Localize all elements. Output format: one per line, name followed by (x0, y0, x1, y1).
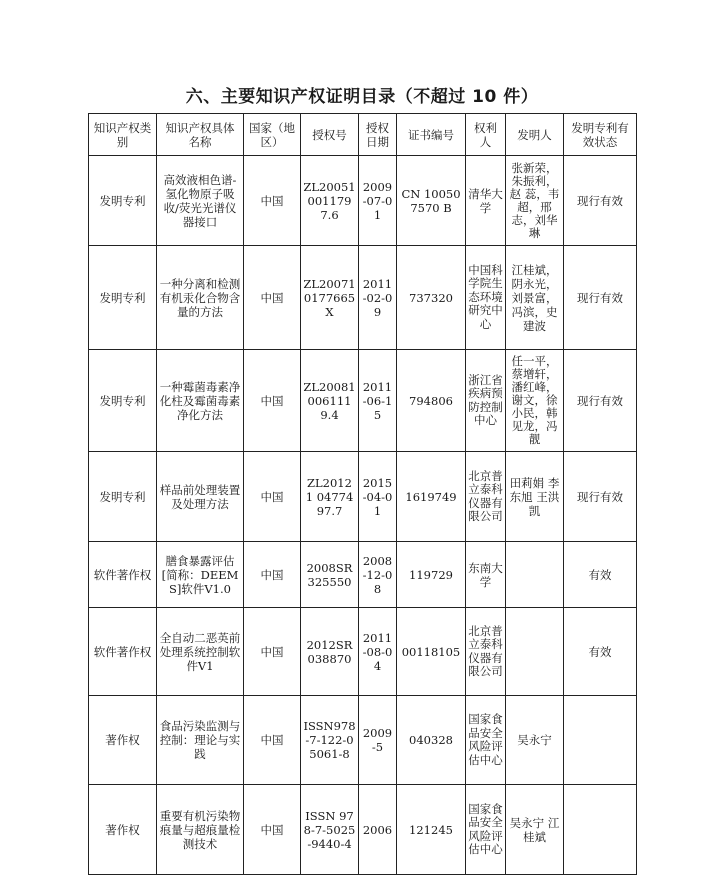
header-row (89, 114, 637, 156)
cell-auth-date: 2008-12-08 (359, 542, 397, 608)
cell-name: 膳食暴露评估[简称：DEEMS]软件V1.0 (157, 542, 244, 608)
cell-country: 中国 (244, 452, 301, 542)
cell-country: 中国 (244, 246, 301, 350)
cell-inventors: 田莉娟 李东旭 王洪凯 (506, 452, 564, 542)
cell-auth-no: 2008SR325550 (301, 542, 359, 608)
cell-status: 现行有效 (564, 156, 637, 246)
cell-cert-no: 1619749 (397, 452, 466, 542)
cell-category: 发明专利 (89, 350, 157, 452)
col-header-inventors: 发明人 (506, 114, 564, 156)
cell-category: 发明专利 (89, 156, 157, 246)
cell-auth-date: 2015-04-01 (359, 452, 397, 542)
cell-auth-no: ZL200810061119.4 (301, 350, 359, 452)
cell-country: 中国 (244, 785, 301, 875)
table-row (89, 452, 637, 542)
cell-auth-no: ZL200510011797.6 (301, 156, 359, 246)
table-row (89, 542, 637, 608)
cell-status: 有效 (564, 542, 637, 608)
table-row (89, 608, 637, 696)
cell-auth-date: 2006 (359, 785, 397, 875)
cell-inventors (506, 542, 564, 608)
col-header-category: 知识产权类别 (89, 114, 157, 156)
cell-cert-no: CN 100507570 B (397, 156, 466, 246)
cell-country: 中国 (244, 542, 301, 608)
cell-country: 中国 (244, 350, 301, 452)
cell-name: 一种分离和检测有机汞化合物含量的方法 (157, 246, 244, 350)
cell-inventors: 吴永宁 江桂斌 (506, 785, 564, 875)
table-row (89, 350, 637, 452)
cell-inventors (506, 608, 564, 696)
cell-name: 一种霉菌毒素净化柱及霉菌毒素净化方法 (157, 350, 244, 452)
cell-status (564, 785, 637, 875)
cell-name: 样品前处理装置及处理方法 (157, 452, 244, 542)
cell-auth-no: ISSN978-7-122-05061-8 (301, 696, 359, 785)
col-header-auth-date: 授权日期 (359, 114, 397, 156)
cell-inventors: 张新荣，朱振利，赵 蕊，韦 超，邢 志，刘华琳 (506, 156, 564, 246)
cell-country: 中国 (244, 156, 301, 246)
cell-cert-no: 794806 (397, 350, 466, 452)
col-header-status: 发明专利有效状态 (564, 114, 637, 156)
cell-inventors: 任一平，蔡增轩，潘红峰，谢文，徐小民，韩见龙，冯靓 (506, 350, 564, 452)
cell-cert-no: 00118105 (397, 608, 466, 696)
cell-holder: 国家食品安全风险评估中心 (466, 785, 506, 875)
cell-status: 现行有效 (564, 350, 637, 452)
cell-auth-no: 2012SR038870 (301, 608, 359, 696)
cell-status: 现行有效 (564, 452, 637, 542)
cell-holder: 国家食品安全风险评估中心 (466, 696, 506, 785)
cell-holder: 中国科学院生态环境研究中心 (466, 246, 506, 350)
col-header-auth-no: 授权号 (301, 114, 359, 156)
cell-auth-no: ZL200710177665X (301, 246, 359, 350)
table-row (89, 696, 637, 785)
cell-category: 著作权 (89, 785, 157, 875)
cell-category: 著作权 (89, 696, 157, 785)
cell-auth-date: 2011-06-15 (359, 350, 397, 452)
col-header-holder: 权利人 (466, 114, 506, 156)
cell-country: 中国 (244, 696, 301, 785)
table-row (89, 246, 637, 350)
page-title: 六、主要知识产权证明目录（不超过 10 件） (185, 87, 539, 107)
col-header-cert-no: 证书编号 (397, 114, 466, 156)
cell-cert-no: 040328 (397, 696, 466, 785)
cell-auth-date: 2009-5 (359, 696, 397, 785)
cell-status: 有效 (564, 608, 637, 696)
cell-cert-no: 737320 (397, 246, 466, 350)
cell-auth-date: 2011-08-04 (359, 608, 397, 696)
cell-holder: 清华大学 (466, 156, 506, 246)
cell-auth-no: ISSN 978-7-5025-9440-4 (301, 785, 359, 875)
ip-table (88, 113, 637, 875)
cell-name: 高效液相色谱-氢化物原子吸收/荧光光谱仪器接口 (157, 156, 244, 246)
cell-category: 发明专利 (89, 246, 157, 350)
cell-status (564, 696, 637, 785)
cell-auth-date: 2009-07-01 (359, 156, 397, 246)
cell-holder: 北京普立泰科仪器有限公司 (466, 452, 506, 542)
cell-cert-no: 119729 (397, 542, 466, 608)
cell-status: 现行有效 (564, 246, 637, 350)
cell-category: 软件著作权 (89, 608, 157, 696)
cell-holder: 北京普立泰科仪器有限公司 (466, 608, 506, 696)
table-row (89, 156, 637, 246)
cell-name: 全自动二恶英前处理系统控制软件V1 (157, 608, 244, 696)
cell-inventors: 江桂斌，阴永光，刘景富，冯滨，史建波 (506, 246, 564, 350)
table-row (89, 785, 637, 875)
cell-name: 食品污染监测与控制：理论与实践 (157, 696, 244, 785)
cell-auth-no: ZL2012 1 0477497.7 (301, 452, 359, 542)
cell-auth-date: 2011-02-09 (359, 246, 397, 350)
cell-cert-no: 121245 (397, 785, 466, 875)
cell-inventors: 吴永宁 (506, 696, 564, 785)
col-header-name: 知识产权具体名称 (157, 114, 244, 156)
cell-name: 重要有机污染物痕量与超痕量检测技术 (157, 785, 244, 875)
col-header-country: 国家（地区） (244, 114, 301, 156)
cell-holder: 东南大学 (466, 542, 506, 608)
cell-country: 中国 (244, 608, 301, 696)
cell-holder: 浙江省疾病预防控制中心 (466, 350, 506, 452)
cell-category: 发明专利 (89, 452, 157, 542)
cell-category: 软件著作权 (89, 542, 157, 608)
